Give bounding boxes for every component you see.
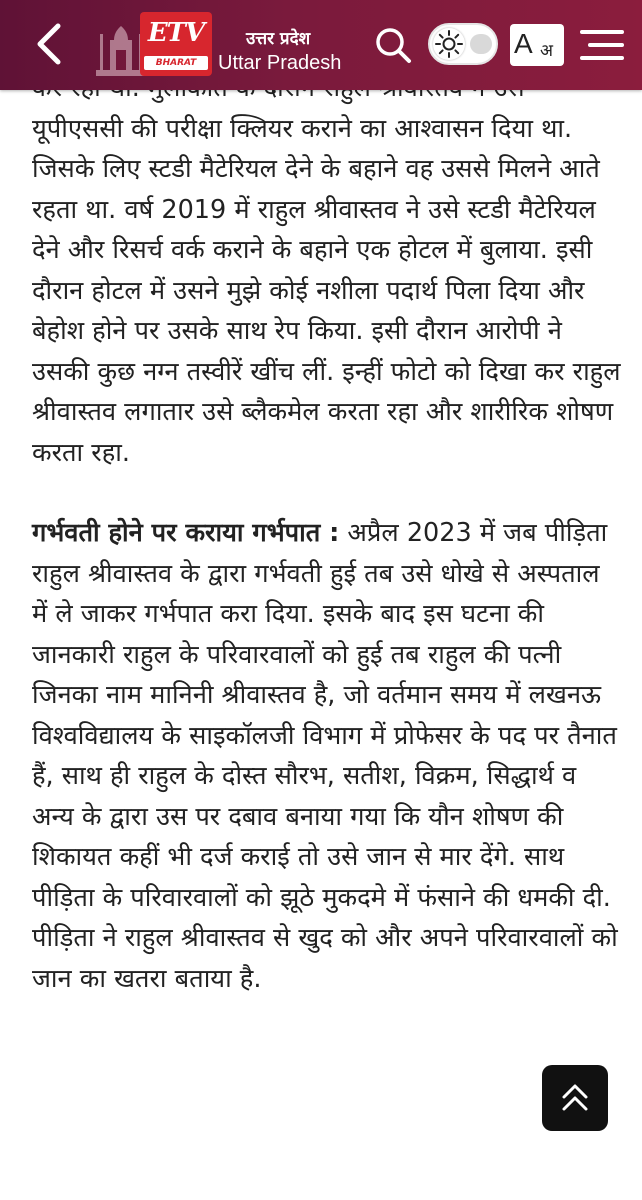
toggle-knob xyxy=(433,28,465,60)
language-font-button[interactable] xyxy=(510,24,564,66)
menu-button[interactable] xyxy=(580,28,624,62)
search-button[interactable] xyxy=(374,26,412,64)
theme-toggle[interactable] xyxy=(428,23,498,65)
state-title-hindi[interactable]: उत्तर प्रदेश xyxy=(246,29,311,49)
article-paragraph: यूपीएससी की परीक्षा क्लियर कराने का आश्वासन दिया था. जिसके लिए स्टडी मैटेरियल देने के बहाने वह उससे मिलने आते रहता था. वर्ष 2019 में राहुल श्रीवास्तव ने उसे स्टडी मैटेरियल देने और रिसर्च वर्क कराने के बहाने एक होटल में बुलाया. इसी दौरान होटल में उसने मुझे कोई नशीला पदार्थ पिला दिया और बेहोश होने पर उसके साथ रेप किया. इसी दौरान आरोपी ने उसकी कुछ नग्न तस्वीरें खींच लीं. इन्हीं फोटो को दिखा कर राहुल श्रीवास्तव लगातार उसे ब्लैकमेल करता रहा और शारीरिक शोषण करता रहा. xyxy=(32,113,621,468)
back-button[interactable] xyxy=(30,22,70,66)
paragraph-text: अप्रैल 2023 में जब पीड़िता राहुल श्रीवास्तव के द्वारा गर्भवती हुई तब उसे धोखे से अस्पताल में ले जाकर गर्भपात करा दिया. इसके बाद इस घटना की जानकारी राहुल के परिवारवालों को हुई तब राहुल की पत्नी जिनका नाम मानिनी श्रीवास्तव है, जो वर्तमान समय में लखनऊ विश्वविद्यालय के साइकॉलजी विभाग में प्रोफेसर के पद पर तैनात हैं, साथ ही राहुल के दोस्त सौरभ, सतीश, विक्रम, सिद्धार्थ व अन्य के द्वारा उस पर दबाव बनाया गया कि यौन शोषण की शिकायत कहीं भी दर्ज कराई तो उसे जान से मार देंगे. साथ पीड़िता के परिवारवालों को झूठे मुकदमे में फंसाने की धमकी दी. पीड़िता ने राहुल श्रीवास्तव से खुद को और अपने परिवारवालों को जान का खतरा बताया है. xyxy=(32,518,618,994)
font-latin-label: A xyxy=(514,28,533,59)
scroll-to-top-button[interactable] xyxy=(542,1065,608,1131)
paragraph-subheading: गर्भवती होने पर कराया गर्भपात : xyxy=(32,518,340,548)
search-icon xyxy=(374,26,412,64)
state-title-english[interactable]: Uttar Pradesh xyxy=(218,52,342,74)
article-body xyxy=(32,68,622,999)
etv-bharat-logo[interactable] xyxy=(96,12,216,78)
article-paragraph xyxy=(32,513,622,999)
logo-brand: ETV xyxy=(147,18,205,48)
app-header xyxy=(0,0,642,90)
chevron-left-icon xyxy=(30,22,70,66)
monument-icon xyxy=(96,22,146,78)
toggle-track xyxy=(470,34,492,54)
logo-badge xyxy=(140,12,212,76)
font-devanagari-label: अ xyxy=(540,41,553,61)
double-chevron-up-icon xyxy=(542,1065,608,1131)
sun-icon xyxy=(433,28,465,60)
logo-sub: BHARAT xyxy=(144,56,208,70)
